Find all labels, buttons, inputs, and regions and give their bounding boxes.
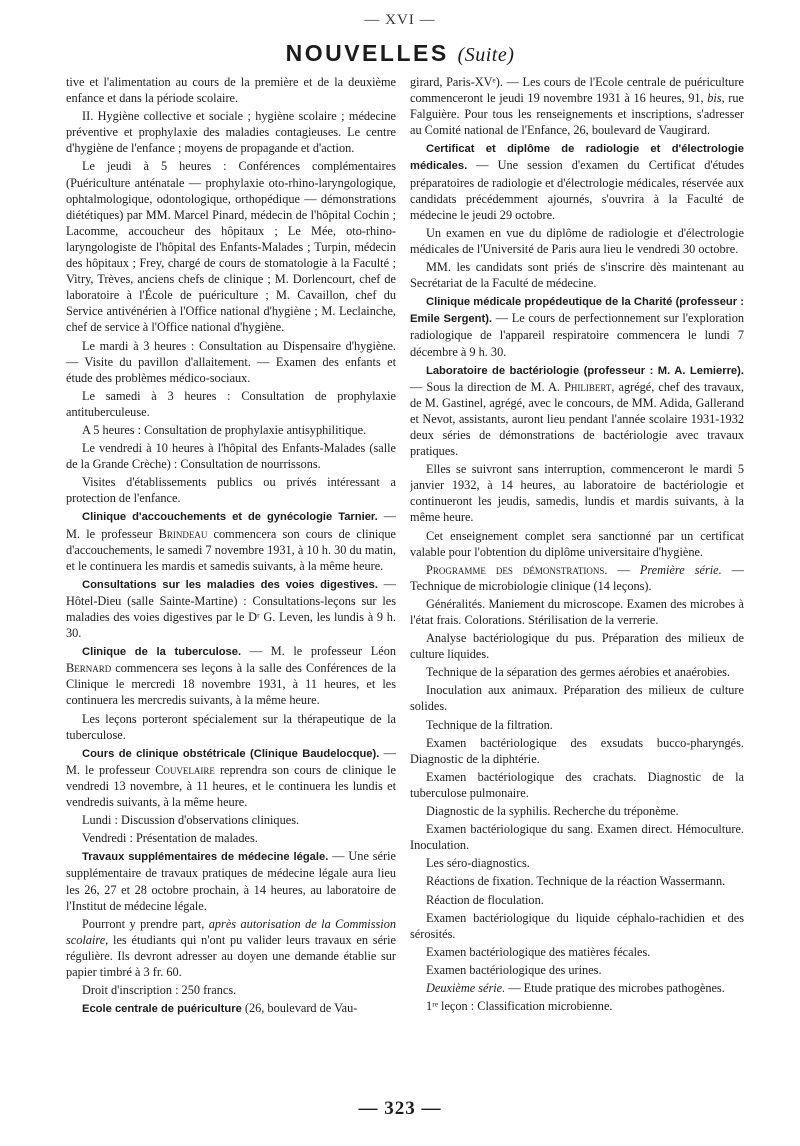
- page-title: [0, 40, 800, 67]
- paragraph: [410, 74, 744, 138]
- section-text: , agrégé, chef des travaux, de M. Gastinel, agrégé, avec le concours, de MM. Adida, Gallerand et Nevot, assistants, auront lieu pendant l'année scolaire 1931-1932 deux séries de démonstrations de bactériologie avec travaux pratiques.: [410, 379, 744, 459]
- section-bacteriologie: [410, 362, 744, 460]
- separator-dash: —: [617, 562, 630, 577]
- paragraph: MM. les candidats sont priés de s'inscrire dès maintenant au Secrétariat de la Faculté de médecine.: [410, 260, 744, 291]
- section-text: — M. le professeur: [66, 509, 396, 541]
- italic-text: après autorisation de la Commission scolaire,: [66, 916, 396, 947]
- section-tuberculose: [66, 643, 396, 708]
- running-head: — XVI —: [364, 12, 436, 28]
- series-label: Première série.: [639, 562, 722, 577]
- paragraph: Vendredi : Présentation de malades.: [82, 831, 258, 846]
- paragraph: Un examen en vue du diplôme de radiologie et d'électrologie médicales de l'Université de Paris aura lieu le vendredi 30 octobre.: [410, 225, 744, 256]
- person-name: Brindeau: [158, 526, 208, 541]
- paragraph: Le vendredi à 10 heures à l'hôpital des Enfants-Malades (salle de la Grande Crèche) : Consultation de nourrissons.: [66, 441, 396, 472]
- paragraph: Le mardi à 3 heures : Consultation au Dispensaire d'hygiène. — Visite du pavillon d'allaitement. — Examen des enfants et étude des problèmes médico-sociaux.: [66, 338, 396, 385]
- list-item: Examen bactériologique des exsudats bucco-pharyngés. Diagnostic de la diphtérie.: [410, 735, 744, 766]
- paragraph-text: — Etude pratique des microbes pathogènes.: [508, 980, 725, 995]
- paragraph: 1ʳᵉ leçon : Classification microbienne.: [426, 999, 613, 1014]
- section-heading: Travaux supplémentaires de médecine légale.: [82, 851, 329, 864]
- paragraph: Les leçons porteront spécialement sur la thérapeutique de la tuberculose.: [66, 711, 396, 742]
- italic-text: bis,: [707, 91, 725, 106]
- title-sub: (Suite): [457, 44, 515, 66]
- list-item: Technique de la filtration.: [426, 717, 553, 732]
- series-label: Deuxième série.: [426, 980, 506, 995]
- list-item: Analyse bactériologique du pus. Préparation des milieux de culture liquides.: [410, 631, 744, 662]
- paragraph: Le jeudi à 5 heures : Conférences complémentaires (Puériculture anténatale — prophylaxie oto-rhino-laryngologique, ophtalmologique, odontologique, orthopédique — démonstrations diététiques) par MM. Marcel Pinard, médecin de l'hôpital Cochin ; Lacomme, accoucheur des hôpitaux ; Le Mée, oto-rhino-laryngologiste de l'hôpital des Enfants-Malades ; Turpin, médecin des hôpitaux ; Frey, chargé de cours de stomatologie à la Faculté ; Vitry, Trèves, anciens chefs de clinique ; M. Dorlencourt, chef de laboratoire à l'École de puériculture ; M. Cavaillon, chef du Service antivénérien à l'Office national d'hygiène ; M. Leclainche, chef de service à l'Office national d'hygiène.: [66, 159, 396, 335]
- paragraph: A 5 heures : Consultation de prophylaxie antisyphilitique.: [82, 422, 367, 437]
- list-item: Diagnostic de la syphilis. Recherche du tréponème.: [426, 804, 679, 819]
- paragraph: Elles se suivront sans interruption, commenceront le mardi 5 janvier 1932, à 14 heures, au laboratoire de bactériologie et continueront les jeudis, samedis, lundis et mardis suivants, à la même heure.: [410, 462, 744, 525]
- section-text: commencera son cours de clinique d'accouchements, le samedi 7 novembre 1931, à 10 h. 30 du matin, et le continuera les mardis et samedis suivants, à la même heure.: [66, 526, 396, 573]
- section-text: — Une série supplémentaire de travaux pratiques de médecine légale aura lieu les 26, 27 et 28 octobre prochain, à 14 heures, au laboratoire de l'Institut de médecine légale.: [66, 849, 396, 913]
- list-item: Examen bactériologique des urines.: [426, 962, 602, 977]
- programme-list: [410, 596, 744, 978]
- paragraph-text: girard, Paris-XVᵉ). — Les cours de l'Ecole centrale de puériculture commenceront le jeudi 19 novembre 1931 à 16 heures, 91,: [410, 75, 744, 106]
- list-item: Examen bactériologique des matières fécales.: [426, 944, 651, 959]
- section-heading: Laboratoire de bactériologie (professeur : M. A. Lemierre).: [426, 364, 744, 377]
- paragraph: [66, 916, 396, 980]
- list-item: Examen bactériologique des crachats. Diagnostic de la tuberculose pulmonaire.: [410, 769, 744, 800]
- section-digestives: [66, 576, 396, 641]
- programme-label: Programme des démonstrations.: [426, 562, 608, 577]
- paragraph-text: rue Falguière. Pour tous les renseignements et inscriptions, s'adresser au Comité national de l'Enfance, 26, boulevard de Vaugirard.: [410, 91, 744, 138]
- list-item: Généralités. Maniement du microscope. Examen des microbes à l'état frais. Colorations. Stérilisation de la verrerie.: [410, 596, 744, 627]
- section-charite: [410, 293, 744, 359]
- section-heading: Clinique d'accouchements et de gynécologie Tarnier.: [82, 511, 378, 524]
- section-text: — M. le professeur: [66, 745, 396, 777]
- section-heading: Cours de clinique obstétricale (Clinique Baudelocque).: [82, 747, 380, 760]
- person-name: Bernard: [66, 661, 112, 676]
- section-heading: Clinique de la tuberculose.: [82, 646, 242, 659]
- paragraph-text: les étudiants qui n'ont pu valider leurs travaux en série régulière. Ils devront adresser au doyen une demande établie sur papier timbré à 3 fr. 60.: [66, 932, 396, 979]
- section-heading: Certificat et diplôme de radiologie et d'électrologie médicales.: [410, 143, 744, 173]
- programme-text: — Technique de microbiologie clinique (14 leçons).: [410, 562, 744, 593]
- left-column: [66, 74, 396, 1094]
- programme-heading: [410, 562, 744, 594]
- page-number: — 323 —: [358, 1098, 442, 1119]
- person-name: Philibert: [564, 379, 612, 394]
- section-text: commencera ses leçons à la salle des Conférences de la Clinique le mercredi 18 novembre 1931, à 11 heures, et les continuera les mercredis suivants, à la même heure.: [66, 661, 396, 708]
- title-main: NOUVELLES: [285, 40, 449, 66]
- paragraph: [410, 980, 744, 996]
- list-item: Inoculation aux animaux. Préparation des milieux de culture solides.: [410, 683, 744, 714]
- section-text: — M. le professeur Léon: [249, 644, 396, 659]
- list-item: Examen bactériologique du liquide céphalo-rachidien et des sérosités.: [410, 910, 744, 941]
- paragraph: Droit d'inscription : 250 francs.: [82, 983, 237, 998]
- section-obstetricale: [66, 745, 396, 810]
- paragraph: Lundi : Discussion d'observations cliniques.: [82, 813, 300, 828]
- list-item: Réactions de fixation. Technique de la réaction Wassermann.: [426, 874, 726, 889]
- section-heading: Ecole centrale de puériculture: [82, 1003, 242, 1016]
- section-radiologie: [410, 140, 744, 222]
- section-text: reprendra son cours de clinique le vendredi 13 novembre, à 11 heures, et le continuera les lundis et vendredis suivants, à la même heure.: [66, 762, 396, 810]
- list-item: Examen bactériologique du sang. Examen direct. Hémoculture. Inoculation.: [410, 822, 744, 853]
- section-ecole-puericulture: [66, 1000, 396, 1017]
- section-text: — Une session d'examen du Certificat d'études préparatoires de radiologie et d'électrologie médicales, réservée aux candidats précédemment ajournés, s'ouvrira à la Faculté de médecine le jeudi 29 octobre.: [410, 158, 744, 222]
- list-item: Les séro-diagnostics.: [426, 856, 530, 871]
- paragraph: Le samedi à 3 heures : Consultation de prophylaxie antituberculeuse.: [66, 388, 396, 419]
- section-text: (26, boulevard de Vau-: [244, 1001, 358, 1016]
- list-item: Réaction de floculation.: [426, 892, 544, 907]
- paragraph: tive et l'alimentation au cours de la première et de la deuxième enfance et dans la période scolaire.: [66, 75, 396, 106]
- paragraph-text: Pourront y prendre part,: [82, 916, 205, 931]
- paragraph: II. Hygiène collective et sociale ; hygiène scolaire ; médecine préventive et prophylaxie des maladies contagieuses. Le centre d'hygiène de l'enfance ; moyens de propagande et d'action.: [66, 109, 396, 156]
- section-text: — Le cours de perfectionnement sur l'exploration radiologique de l'appareil respiratoire commencera le lundi 7 décembre à 9 h. 30.: [410, 311, 744, 359]
- section-tarnier: [66, 508, 396, 573]
- right-column: [410, 74, 744, 1094]
- person-name: Couvelaire: [155, 762, 215, 777]
- paragraph: Cet enseignement complet sera sanctionné par un certificat valable pour l'obtention du diplôme universitaire d'hygiène.: [410, 528, 744, 559]
- paragraph: Visites d'établissements publics ou privés intéressant a protection de l'enfance.: [66, 475, 396, 506]
- section-text: — Hôtel-Dieu (salle Sainte-Martine) : Consultations-leçons sur les maladies des voies digestives par le Dʳ G. Leven, les lundis à 9 h. 30.: [66, 576, 396, 641]
- section-medecine-legale: [66, 848, 396, 913]
- section-heading: Clinique médicale propédeutique de la Charité (professeur : Emile Sergent).: [410, 296, 744, 326]
- list-item: Technique de la séparation des germes aérobies et anaérobies.: [426, 665, 731, 680]
- section-text: — Sous la direction de M. A.: [410, 379, 561, 394]
- section-heading: Consultations sur les maladies des voies digestives.: [82, 578, 378, 591]
